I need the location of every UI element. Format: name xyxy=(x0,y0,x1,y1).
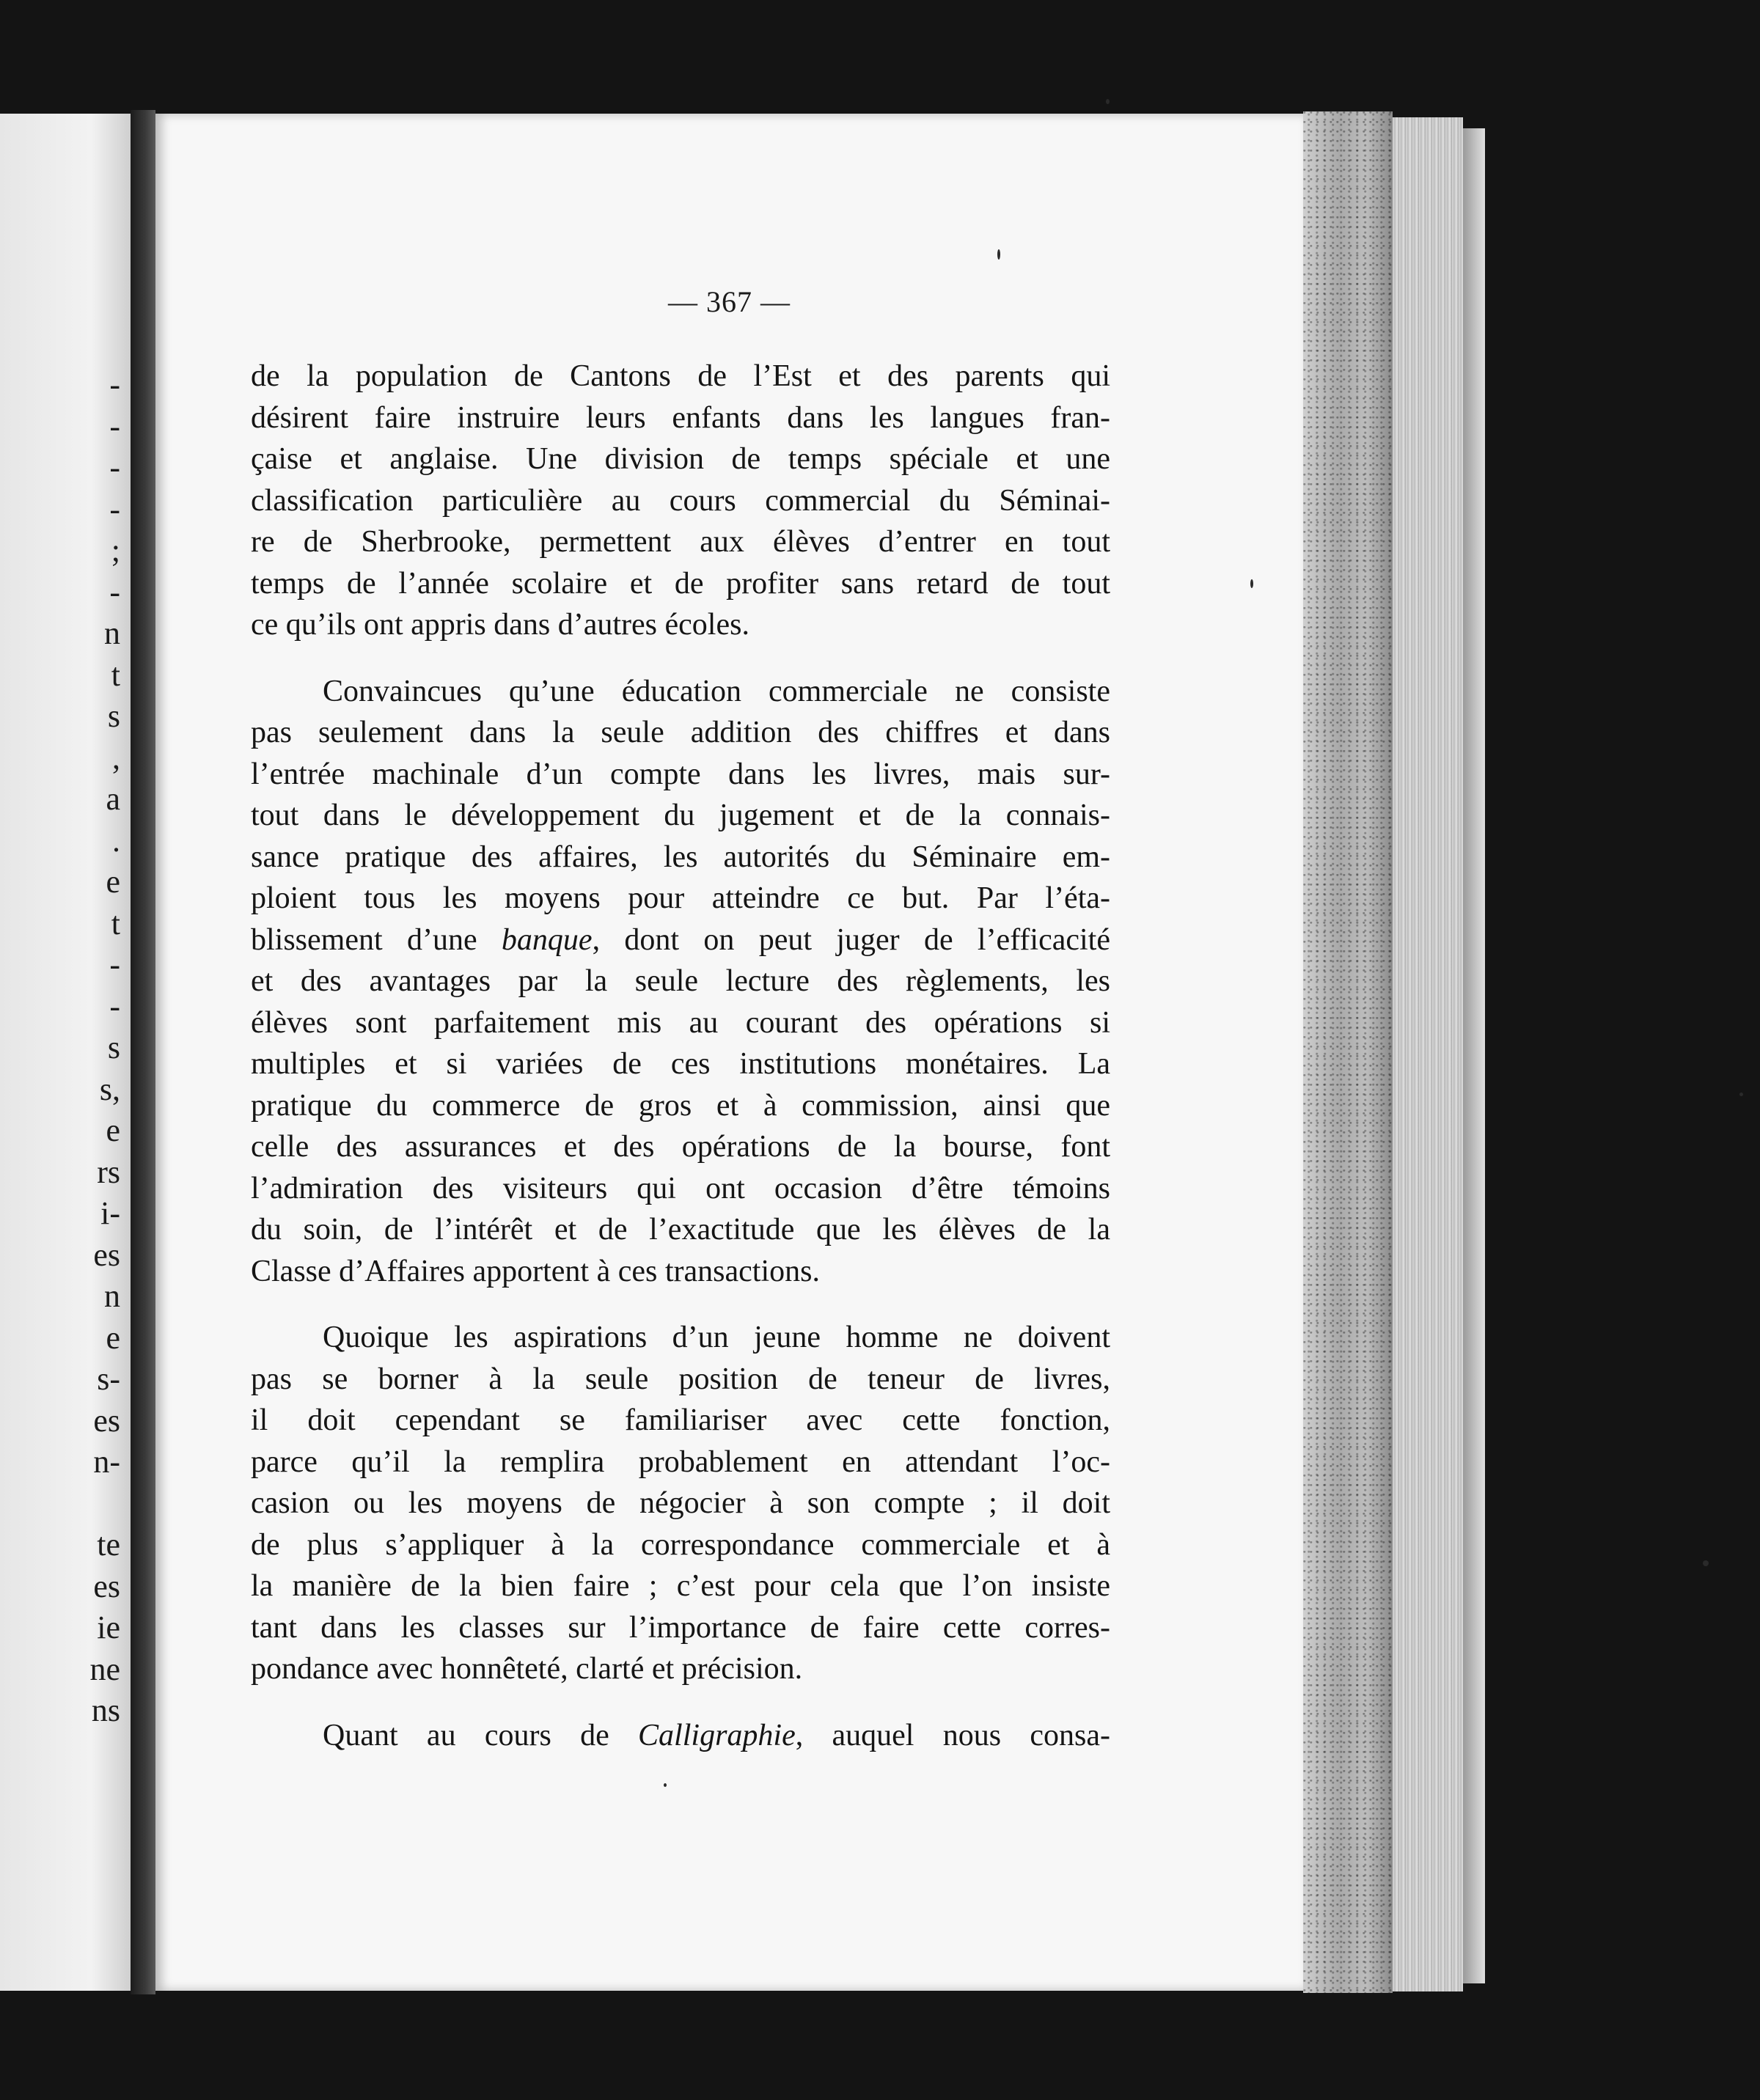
previous-page-text-fragment: n xyxy=(104,615,120,651)
previous-page-text-fragment: - xyxy=(109,367,120,403)
text-line: sance pratique des affaires, les autorités du Séminaire em- xyxy=(251,840,1110,874)
previous-page-text-fragment: - xyxy=(109,573,120,610)
text-line: l’admiration des visiteurs qui ont occasion d’être témoins xyxy=(251,1171,1110,1205)
previous-page-text-fragment: e xyxy=(106,1319,120,1356)
text-line: Classe d’Affaires apportent à ces transactions. xyxy=(251,1254,820,1288)
page-number: — 367 — xyxy=(668,285,791,318)
previous-page-text-fragment: e xyxy=(106,864,120,900)
text-line: temps de l’année scolaire et de profiter sans retard de tout xyxy=(251,566,1110,601)
previous-page-edge xyxy=(0,114,131,1991)
previous-page-text-fragment: - xyxy=(109,491,120,527)
previous-page-text-fragment: - xyxy=(109,947,120,983)
previous-page-text-fragment: te xyxy=(97,1527,120,1563)
paragraph xyxy=(251,356,1110,646)
previous-page-text-fragment: i- xyxy=(100,1195,120,1231)
text-line: de la population de Cantons de l’Est et des parents qui xyxy=(251,359,1110,393)
text-line: l’entrée machinale d’un compte dans les livres, mais sur- xyxy=(251,757,1110,791)
previous-page-text-fragment: ns xyxy=(91,1692,120,1728)
text-line: la manière de la bien faire ; c’est pour cela que l’on insiste xyxy=(251,1569,1110,1603)
text-line: Convaincues qu’une éducation commerciale ne consiste xyxy=(323,674,1110,708)
text-line: pratique du commerce de gros et à commission, ainsi que xyxy=(251,1088,1110,1123)
previous-page-text-fragment: . xyxy=(112,822,120,859)
previous-page-text-fragment: es xyxy=(93,1402,120,1439)
paragraph xyxy=(251,1317,1110,1690)
previous-page-text-fragment: - xyxy=(109,449,120,485)
text-line: re de Sherbrooke, permettent aux élèves d’entrer en tout xyxy=(251,525,1110,559)
previous-page-text-fragment: n xyxy=(104,1278,120,1314)
previous-page-text-fragment: s, xyxy=(99,1071,120,1107)
paragraph-gap xyxy=(251,646,1110,671)
previous-page-text-fragment: a xyxy=(106,781,120,817)
previous-page-text-fragment: - xyxy=(109,988,120,1024)
text-line: et des avantages par la seule lecture des règlements, les xyxy=(251,964,1110,998)
text-line: du soin, de l’intérêt et de l’exactitude que les élèves de la xyxy=(251,1213,1110,1247)
text-line: désirent faire instruire leurs enfants dans les langues fran- xyxy=(251,400,1110,435)
text-line: parce qu’il la remplira probablement en attendant l’oc- xyxy=(251,1444,1110,1479)
text-line: Quoique les aspirations d’un jeune homme ne doivent xyxy=(323,1321,1110,1354)
text-line: pas seulement dans la seule addition des chiffres et dans xyxy=(251,716,1110,749)
previous-page-text-fragment: - xyxy=(109,408,120,444)
previous-page-text-fragment: ; xyxy=(111,532,120,568)
previous-page-text-fragment: t xyxy=(111,656,120,693)
book-gutter xyxy=(131,110,155,1994)
previous-page-text-fragment: s xyxy=(107,698,120,734)
previous-page-text-fragment: rs xyxy=(97,1153,120,1190)
page-edges-outer xyxy=(1463,128,1485,1983)
text-line: pas se borner à la seule position de teneur de livres, xyxy=(251,1362,1110,1396)
text-line: tant dans les classes sur l’importance de faire cette corres- xyxy=(251,1610,1110,1645)
text-line: pondance avec honnêteté, clarté et précision. xyxy=(251,1652,803,1686)
previous-page-text-fragment: s xyxy=(107,1029,120,1065)
text-line: casion ou les moyens de négocier à son compte ; il doit xyxy=(251,1486,1110,1520)
previous-page-text-fragment: t xyxy=(111,905,120,941)
page-edges-leaves xyxy=(1393,117,1463,1991)
previous-page-text-fragment: es xyxy=(93,1568,120,1604)
book-page xyxy=(155,114,1303,1991)
text-line: de plus s’appliquer à la correspondance commerciale et à xyxy=(251,1527,1110,1562)
previous-page-text-fragment: es xyxy=(93,1236,120,1273)
previous-page-text-fragment: ne xyxy=(89,1651,120,1687)
page-edges-speckled xyxy=(1303,111,1393,1993)
text-line: ce qu’ils ont appris dans d’autres écoles. xyxy=(251,608,749,642)
text-line: multiples et si variées de ces institutions monétaires. La xyxy=(251,1047,1110,1081)
paragraph xyxy=(251,1715,1110,1757)
paragraph-gap xyxy=(251,1292,1110,1317)
previous-page-text-fragment: e xyxy=(106,1112,120,1148)
text-line: il doit cependant se familiariser avec cette fonction, xyxy=(251,1403,1110,1437)
text-line: élèves sont parfaitement mis au courant des opérations si xyxy=(251,1005,1110,1040)
text-line: ploient tous les moyens pour atteindre ce but. Par l’éta- xyxy=(251,881,1110,915)
previous-page-text-fragment: n- xyxy=(93,1444,120,1480)
text-line: çaise et anglaise. Une division de temps spéciale et une xyxy=(251,442,1110,476)
text-line: blissement d’une banque, dont on peut juger de l’efficacité xyxy=(251,922,1110,957)
paragraph-gap xyxy=(251,1690,1110,1715)
previous-page-text-fragment: , xyxy=(112,739,120,776)
text-line: Quant au cours de Calligraphie, auquel nous consa- xyxy=(323,1718,1110,1752)
previous-page-text-fragment: s- xyxy=(97,1361,120,1397)
text-line: tout dans le développement du jugement et de la connais- xyxy=(251,798,1110,832)
text-line: celle des assurances et des opérations de la bourse, font xyxy=(251,1130,1110,1164)
previous-page-text-fragment: ie xyxy=(97,1609,120,1645)
paragraph xyxy=(251,671,1110,1293)
text-line: classification particulière au cours commercial du Séminai- xyxy=(251,483,1110,518)
page-body-text xyxy=(251,356,1110,1756)
